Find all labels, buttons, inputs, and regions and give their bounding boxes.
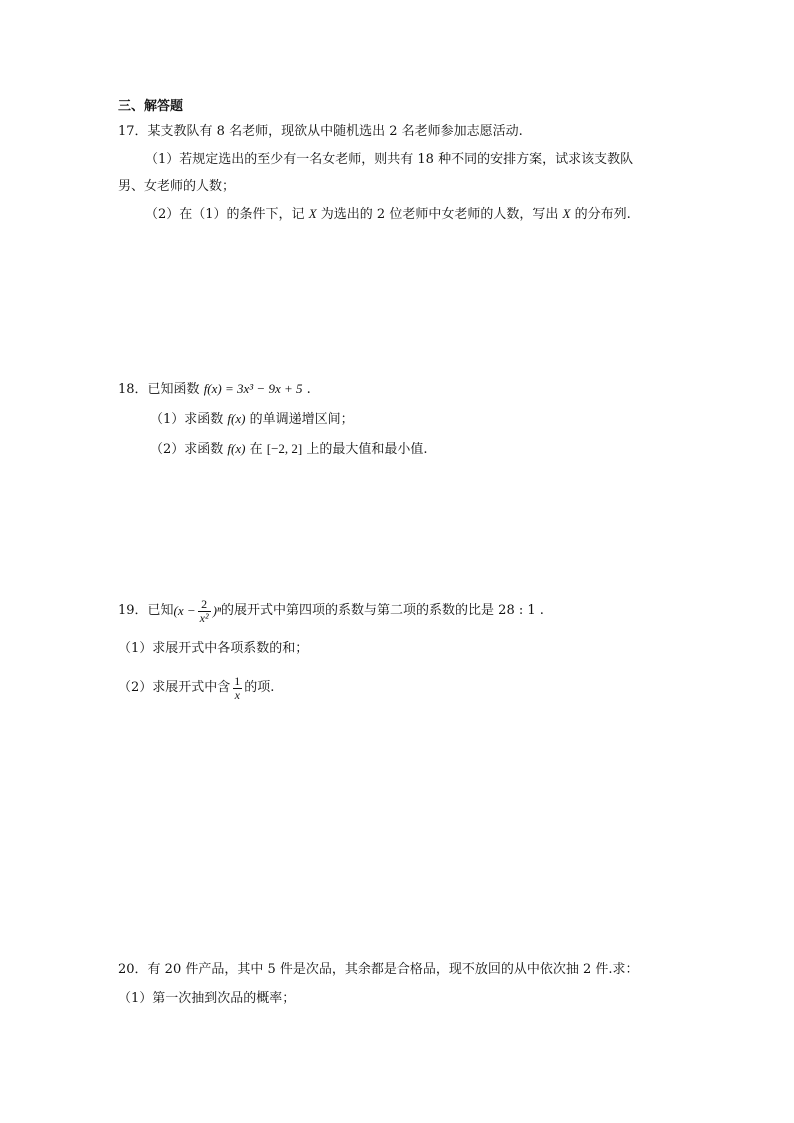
- q19-stem-pre: 19．已知: [118, 603, 174, 618]
- q19-part2-post: 的项.: [244, 680, 275, 695]
- q19-paren-right: )ⁿ: [212, 603, 222, 618]
- q17-part2: [145, 205, 631, 224]
- q19-part2-den: x: [234, 687, 240, 702]
- q18-stem: [118, 380, 311, 399]
- q17-part1-line1: （1）若规定选出的至少有一名女老师，则共有 18 种不同的安排方案，试求该支教队: [145, 152, 634, 167]
- q19-part1: （1）求展开式中各项系数的和；: [118, 641, 309, 656]
- q20-stem: 20．有 20 件产品，其中 5 件是次品，其余都是合格品，现不放回的从中依次抽 2 件.求：: [118, 962, 639, 977]
- q20-part1: （1）第一次抽到次品的概率；: [118, 991, 296, 1006]
- section-title: 三、解答题: [118, 99, 184, 114]
- q18-part1: [150, 410, 354, 429]
- q18-interval: [−2, 2]: [266, 441, 303, 456]
- q19-stem: [118, 594, 544, 628]
- q18-fx: f(x): [227, 411, 246, 426]
- q18-part2-mid: 在: [249, 442, 263, 457]
- q17-var-x: X: [308, 206, 317, 221]
- q18-stem-pre: 18．已知函数: [118, 382, 200, 397]
- q19-part2-num: 1: [234, 673, 241, 688]
- q19-paren-left: (x −: [173, 603, 196, 618]
- q18-part1-pre: （1）求函数: [150, 412, 224, 427]
- q19-part2-fraction: [232, 675, 242, 702]
- q19-fraction: [198, 598, 211, 625]
- q17-stem: 17．某支教队有 8 名老师，现欲从中随机选出 2 名老师参加志愿活动.: [118, 124, 523, 139]
- q17-part2-mid: 为选出的 2 位老师中女老师的人数，写出: [320, 207, 559, 222]
- q19-frac-den: x²: [199, 610, 209, 625]
- q19-part2: [118, 670, 274, 706]
- q17-part2-pre: （2）在（1）的条件下，记: [145, 207, 305, 222]
- q18-part1-post: 的单调递增区间；: [249, 412, 354, 427]
- q19-stem-post: 的展开式中第四项的系数与第二项的系数的比是 28 : 1 .: [221, 603, 544, 618]
- q18-stem-post: .: [306, 382, 311, 397]
- q19-part2-pre: （2）求展开式中含: [118, 680, 231, 695]
- q17-part2-post: 的分布列.: [574, 207, 631, 222]
- q18-part2-post: 上的最大值和最小值.: [306, 442, 428, 457]
- q18-fx-2: f(x): [227, 441, 246, 456]
- q18-formula: f(x) = 3x³ − 9x + 5: [203, 381, 303, 396]
- q17-part1-line2: 男、女老师的人数；: [118, 179, 236, 194]
- q17-var-x-2: X: [562, 206, 571, 221]
- q18-part2-pre: （2）求函数: [150, 442, 224, 457]
- q19-frac-num: 2: [201, 596, 208, 611]
- q18-part2: [150, 440, 428, 459]
